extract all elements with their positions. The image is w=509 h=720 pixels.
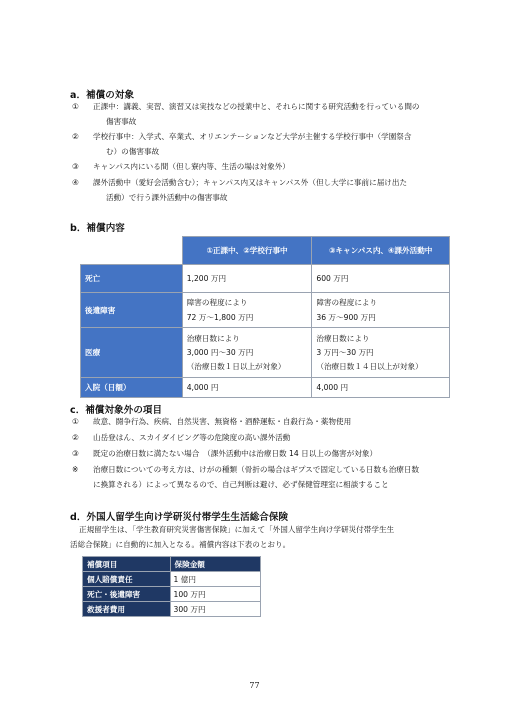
table-row — [81, 378, 450, 398]
column-header: 保険金額 — [170, 557, 260, 572]
list-number: ③ — [72, 449, 79, 458]
paragraph-line: 正規留学生は、「学生教育研究災害傷害保険」に加えて「外国人留学生向け学研災付帯学生生 — [79, 525, 395, 534]
list-item-text: 山岳登はん、スカイダイビング等の危険度の高い課外活動 — [93, 433, 291, 442]
paragraph-line: 活総合保険」に自動的に加入となる。補償内容は下表のとおり。 — [70, 540, 291, 549]
list-number: ① — [72, 102, 79, 111]
list-item-text: 故意、闘争行為、疾病、自然災害、無資格・酒酔運転・自殺行為・薬物使用 — [93, 417, 352, 426]
list-item-text: キャンパス内にいる間（但し寮内等、生活の場は対象外） — [93, 162, 290, 171]
empty-header-cell — [81, 237, 183, 265]
table-row — [81, 328, 450, 378]
cell-text: 4,000 円 — [186, 383, 219, 392]
table-row — [81, 265, 450, 293]
insurance-table — [82, 556, 261, 617]
cell-text: 300 万円 — [170, 602, 260, 617]
note-mark: ※ — [72, 465, 79, 474]
list-item-text: 既定の治療日数に満たない場合 （課外活動中は治療日数 14 日以上の傷害が対象） — [93, 449, 378, 458]
cell-text: （治療日数１４日以上が対象） — [316, 362, 423, 371]
cell-text: 36 万～900 万円 — [316, 313, 376, 322]
list-item-text: に換算される）によって異なるので、自己判断は避け、必ず保健管理室に相談すること — [93, 480, 389, 489]
cell-text: 72 万～1,800 万円 — [186, 313, 254, 322]
cell-text: 治療日数により — [316, 334, 370, 343]
cell-text: 3 万円～30 万円 — [316, 348, 374, 357]
list-item-text: 正課中：講義、実習、演習又は実技などの授業中と、それらに関する研究活動を行っている間の — [93, 102, 420, 111]
cell-text: 100 万円 — [170, 587, 260, 602]
section-d-heading: d．外国人留学生向け学研災付帯学生生活総合保険 — [70, 512, 289, 523]
cell-text: 1,200 万円 — [186, 274, 227, 283]
cell-text: 4,000 円 — [316, 383, 349, 392]
column-header: 補償項目 — [83, 557, 171, 572]
list-item-text: 課外活動中（愛好会活動含む）；キャンパス内又はキャンパス外（但し大学に事前に届け出た — [93, 178, 408, 187]
list-number: ④ — [72, 178, 79, 187]
list-number: ② — [72, 132, 79, 141]
column-header: ③キャンパス内、④課外活動中 — [312, 237, 450, 265]
row-header: 個人賠償責任 — [83, 572, 171, 587]
table-row — [83, 587, 261, 602]
table-row — [83, 572, 261, 587]
section-a-heading: a．補償の対象 — [70, 90, 135, 101]
list-item-text: む）の傷害事故 — [106, 147, 160, 156]
row-header: 死亡 — [81, 265, 183, 293]
cell-text: 障害の程度により — [316, 298, 378, 307]
list-number: ③ — [72, 162, 79, 171]
page-number: 77 — [249, 681, 260, 690]
list-number: ② — [72, 433, 79, 442]
list-item-text: 活動）で行う課外活動中の傷害事故 — [106, 193, 228, 202]
cell-text: 1 億円 — [170, 572, 260, 587]
section-b-heading: b．補償内容 — [70, 223, 125, 234]
section-c-heading: c．補償対象外の項目 — [70, 405, 163, 416]
cell-text: 治療日数により — [186, 334, 240, 343]
row-header: 医療 — [81, 328, 183, 378]
row-header: 後遺障害 — [81, 293, 183, 328]
coverage-table — [80, 236, 450, 398]
list-item-text: 傷害事故 — [106, 117, 137, 126]
cell-text: 障害の程度により — [186, 298, 248, 307]
row-header: 死亡・後遺障害 — [83, 587, 171, 602]
cell-text: 3,000 円～30 万円 — [186, 348, 254, 357]
list-item-text: 学校行事中：入学式、卒業式、オリエンテーションなど大学が主催する学校行事中（学園祭含 — [93, 132, 412, 141]
cell-text: 600 万円 — [316, 274, 349, 283]
table-row — [83, 602, 261, 617]
list-number: ① — [72, 417, 79, 426]
row-header: 救援者費用 — [83, 602, 171, 617]
table-row — [81, 293, 450, 328]
list-item-text: 治療日数についての考え方は、けがの種類（骨折の場合はギプスで固定している日数も治療日数 — [93, 465, 420, 474]
row-header: 入院（日額） — [81, 378, 183, 398]
column-header: ①正課中、②学校行事中 — [182, 237, 312, 265]
cell-text: （治療日数１日以上が対象） — [186, 362, 286, 371]
